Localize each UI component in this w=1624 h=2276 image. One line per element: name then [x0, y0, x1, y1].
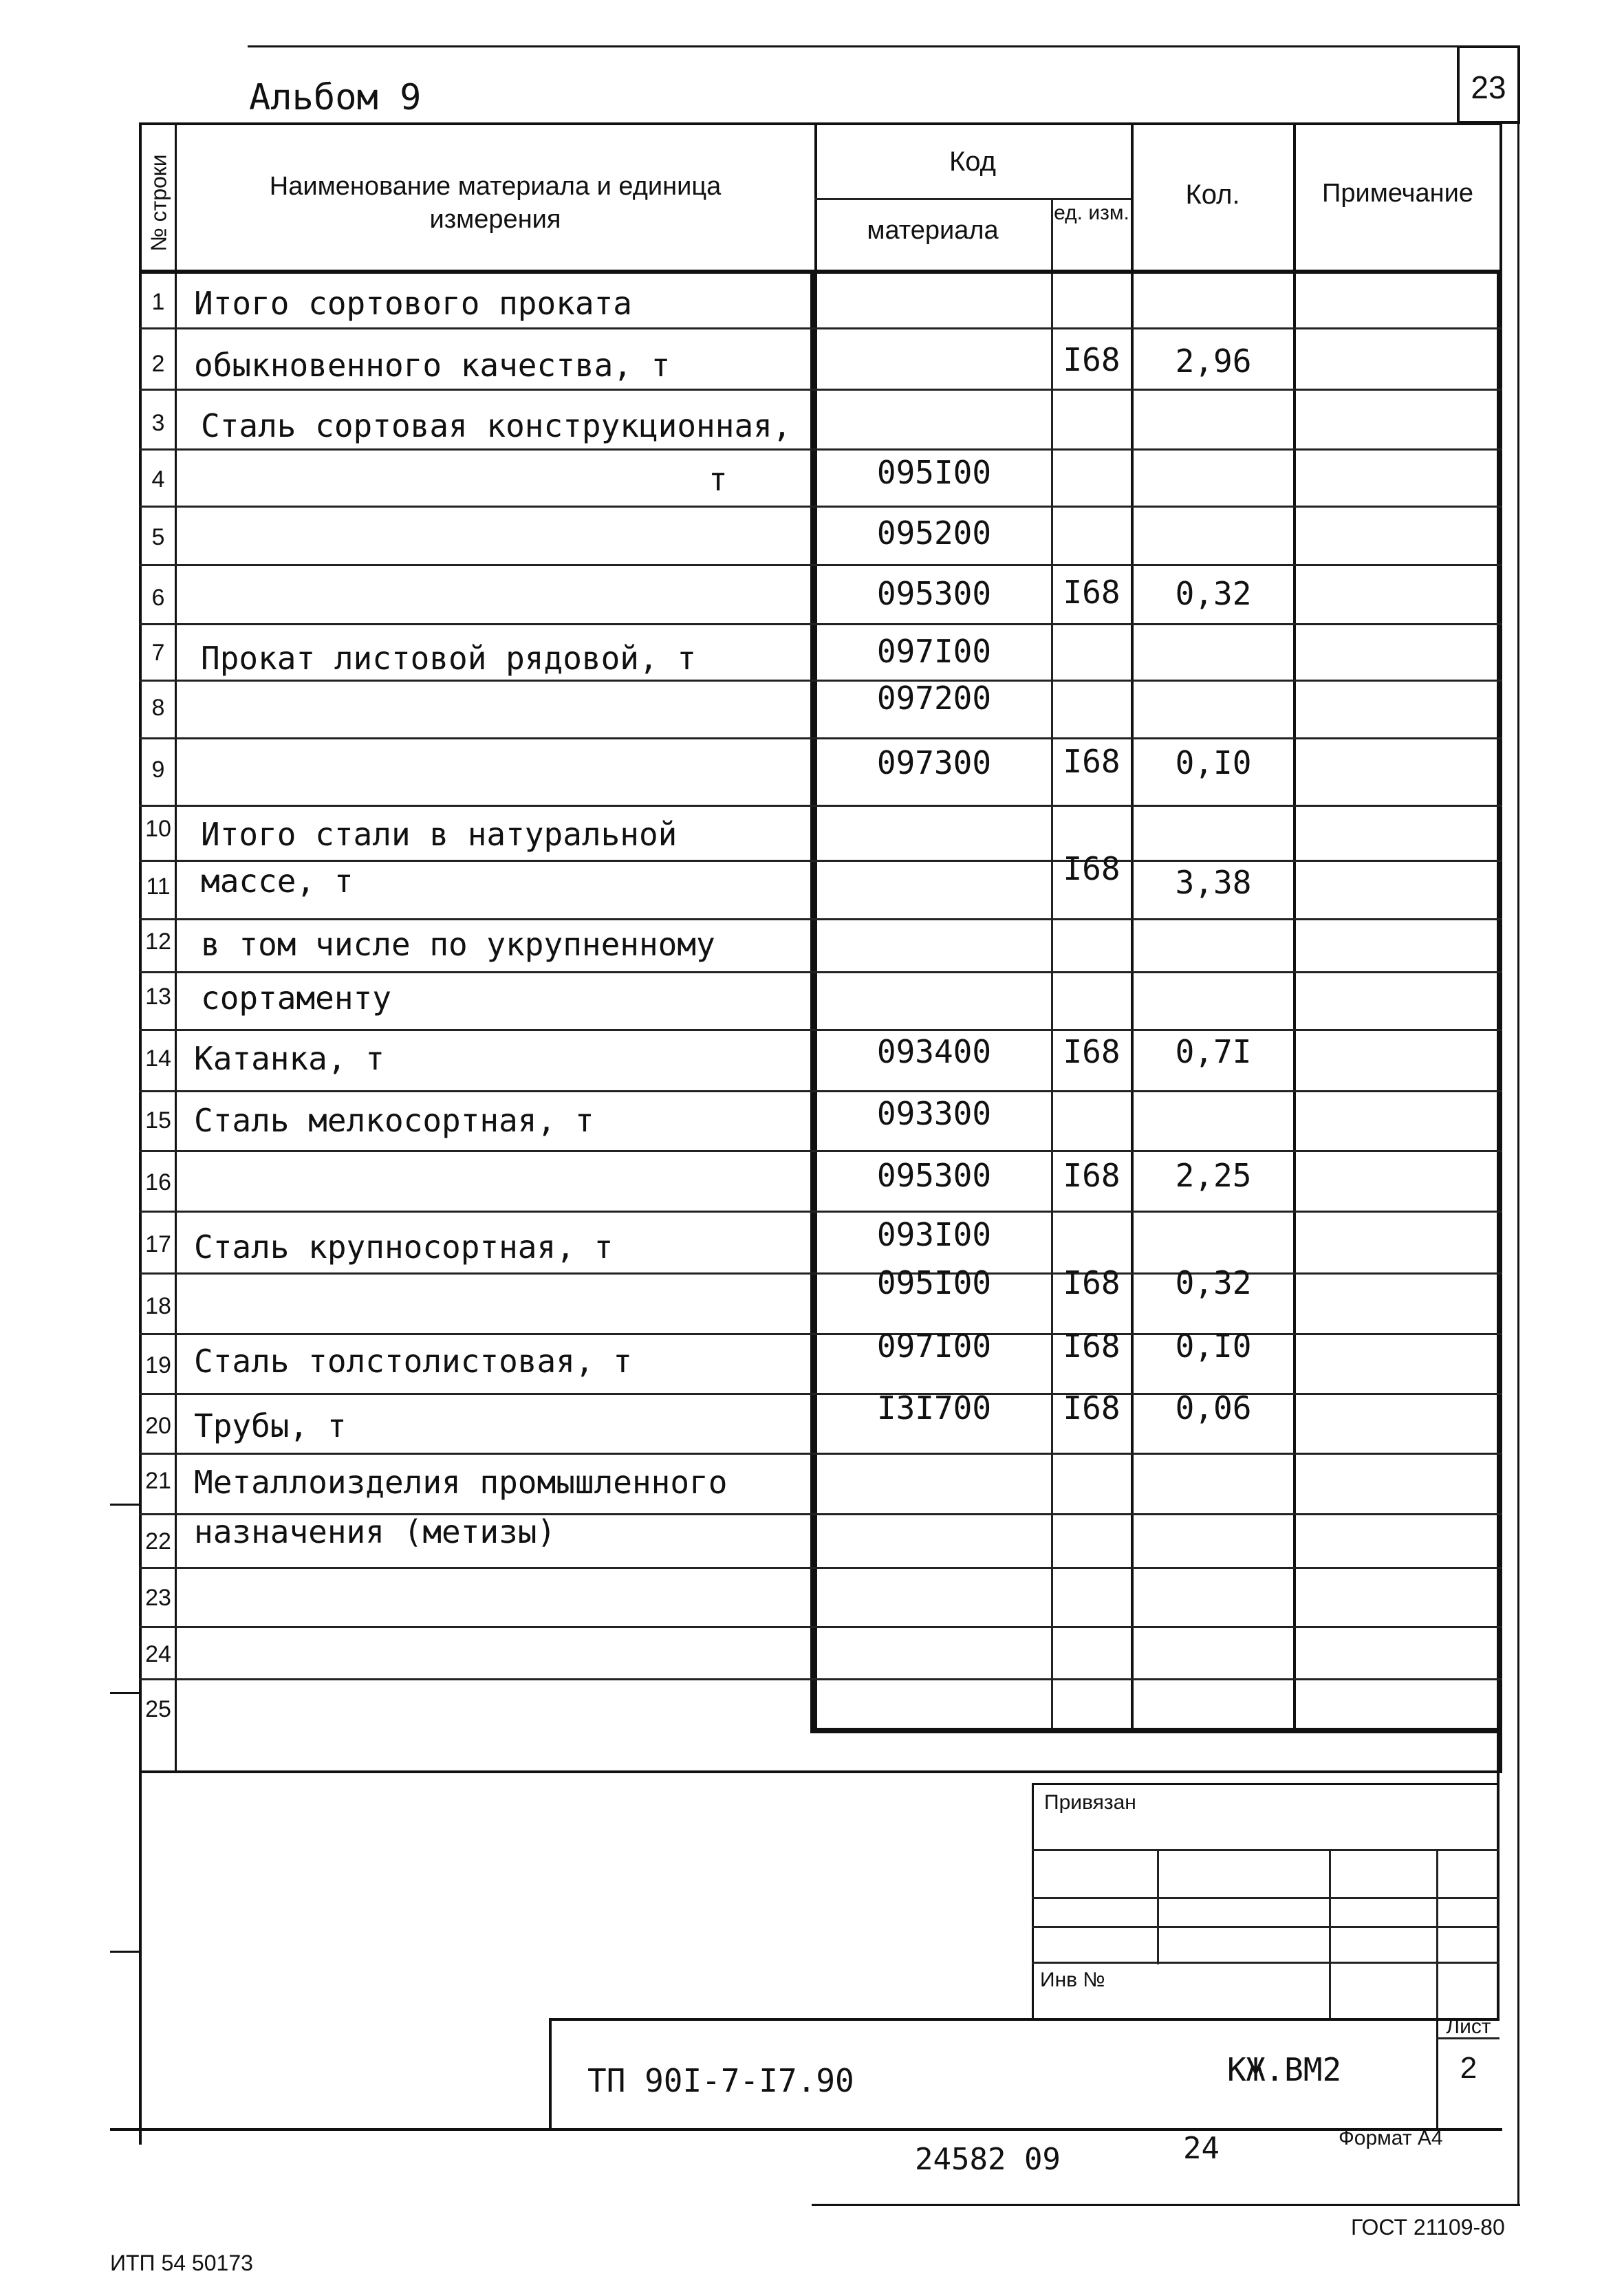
title-left-line — [549, 2018, 552, 2131]
rownum-header-label: № строки — [146, 154, 171, 252]
row-name: назначения (метизы) — [194, 1513, 556, 1550]
row-name: обыкновенного качества, т — [194, 347, 671, 384]
unit-header: ед. изм. — [1054, 202, 1129, 224]
rownum-header — [135, 131, 183, 275]
margin-tick — [110, 1951, 142, 1953]
row-number: 22 — [145, 1528, 171, 1554]
page-number: 24 — [1183, 2131, 1220, 2166]
inv-no-label: Инв № — [1040, 1969, 1105, 1991]
row-line — [139, 1567, 1502, 1569]
row-number: 25 — [145, 1696, 171, 1722]
row-name: Итого стали в натуральной — [201, 816, 678, 853]
row-line — [139, 860, 1502, 862]
row-unit: I68 — [1063, 574, 1120, 611]
code-header: Код — [949, 147, 996, 177]
unit-divider — [1051, 199, 1053, 1732]
row-line — [139, 971, 1502, 973]
row-line — [139, 1453, 1502, 1455]
row-number: 11 — [146, 874, 171, 900]
row-number: 2 — [151, 351, 165, 377]
row-number: 1 — [151, 289, 165, 315]
row-code: 095300 — [876, 575, 992, 612]
linked-label: Привязан — [1044, 1791, 1136, 1814]
row-name: Металлоизделия промышленного — [194, 1464, 728, 1501]
header-separator — [139, 270, 1502, 274]
row-number: 19 — [145, 1352, 171, 1378]
row-number: 15 — [145, 1107, 171, 1134]
row-name: Прокат листовой рядовой, т — [201, 640, 697, 677]
row-line — [139, 448, 1502, 451]
qty-header: Кол. — [1185, 180, 1240, 210]
row-qty: 0,7I — [1175, 1033, 1252, 1070]
linked-line — [1032, 1849, 1500, 1851]
row-line — [139, 327, 1502, 329]
row-unit: I68 — [1063, 743, 1120, 780]
row-unit: I68 — [1063, 1157, 1120, 1194]
row-unit: I68 — [1063, 850, 1120, 887]
row-code: 095200 — [876, 514, 992, 552]
archive-number: 24582 09 — [915, 2142, 1061, 2177]
row-unit: I68 — [1063, 1327, 1120, 1365]
row-name: Итого сортового проката — [194, 285, 632, 322]
row-number: 6 — [151, 585, 165, 611]
row-line — [139, 1678, 1502, 1680]
left-code: ИТП 54 50173 — [110, 2251, 253, 2275]
row-number: 23 — [145, 1585, 171, 1611]
row-code: 093300 — [876, 1095, 992, 1132]
row-line — [139, 506, 1502, 508]
row-number: 4 — [151, 466, 165, 492]
row-qty: 0,06 — [1175, 1389, 1252, 1427]
row-name: Сталь крупносортная, т — [194, 1228, 614, 1266]
row-line — [139, 737, 1502, 739]
row-number: 16 — [145, 1169, 171, 1195]
row-name: Трубы, т — [194, 1407, 347, 1444]
row-code: 097300 — [876, 744, 992, 781]
doc-code: ТП 90I-7-I7.90 — [587, 2062, 854, 2099]
row-name: Сталь сортовая конструкционная, — [201, 407, 792, 444]
row-number: 12 — [145, 929, 171, 955]
linked-col — [1436, 1849, 1438, 2021]
linked-line — [1032, 1962, 1500, 1964]
row-line — [139, 1211, 1502, 1213]
row-qty: 0,32 — [1175, 575, 1252, 612]
row-code: 097I00 — [876, 1327, 992, 1365]
linked-col — [1157, 1849, 1159, 1964]
row-code: 095300 — [876, 1157, 992, 1194]
row-number: 3 — [151, 410, 165, 436]
linked-col — [1329, 1849, 1331, 2021]
sheet-number: 2 — [1460, 2051, 1477, 2085]
table-bottom-bold — [810, 1728, 1502, 1733]
row-number: 14 — [145, 1045, 171, 1072]
footer-line — [812, 2204, 1520, 2206]
row-name: в том числе по укрупненному — [201, 926, 715, 963]
row-code: I3I700 — [876, 1389, 992, 1427]
row-unit: I68 — [1063, 1389, 1120, 1427]
row-qty: 2,25 — [1175, 1157, 1252, 1194]
row-number: 8 — [151, 695, 165, 721]
row-number: 13 — [145, 984, 171, 1010]
corner-page-number: 23 — [1471, 69, 1506, 105]
row-number: 10 — [145, 816, 171, 842]
row-code: 097200 — [876, 680, 992, 717]
row-name: Сталь мелкосортная, т — [194, 1102, 594, 1139]
row-qty: 0,I0 — [1175, 744, 1252, 781]
row-number: 18 — [145, 1293, 171, 1319]
title-top-line — [549, 2018, 1500, 2021]
row-code: 095I00 — [876, 454, 992, 491]
row-number: 5 — [151, 524, 165, 550]
album-title: Альбом 9 — [249, 77, 422, 118]
doc-mark: КЖ.ВМ2 — [1227, 2051, 1342, 2088]
row-number: 21 — [145, 1468, 171, 1494]
row-name: Катанка, т — [194, 1040, 385, 1077]
row-line — [139, 918, 1502, 920]
left-frame-lower — [139, 1773, 142, 2145]
row-code: 097I00 — [876, 633, 992, 670]
gost-label: ГОСТ 21109-80 — [1351, 2215, 1505, 2240]
row-line — [139, 564, 1502, 566]
code-subheader-line — [814, 198, 1131, 200]
note-header: Примечание — [1322, 179, 1473, 208]
row-line — [139, 1090, 1502, 1092]
format-label: Формат А4 — [1339, 2127, 1443, 2149]
linked-line — [1032, 1926, 1500, 1928]
row-line — [139, 1150, 1502, 1152]
row-unit: I68 — [1063, 1264, 1120, 1301]
row-code: 093I00 — [876, 1216, 992, 1253]
row-code: 095I00 — [876, 1264, 992, 1301]
row-qty: 0,I0 — [1175, 1327, 1252, 1365]
row-line — [139, 389, 1502, 391]
row-unit: I68 — [1063, 341, 1120, 378]
row-line — [139, 1029, 1502, 1031]
linked-line — [1032, 1897, 1500, 1899]
row-unit: I68 — [1063, 1033, 1120, 1070]
sheet-label: Лист — [1446, 2015, 1491, 2038]
right-border — [1517, 121, 1519, 2205]
row-name: Сталь толстолистовая, т — [194, 1343, 632, 1380]
row-code: 093400 — [876, 1033, 992, 1070]
title-bottom-line — [110, 2128, 1502, 2131]
row-number: 24 — [145, 1641, 171, 1667]
name-header: Наименование материала и единица измерения — [269, 172, 722, 234]
material-header: материала — [867, 216, 999, 245]
row-line — [139, 623, 1502, 625]
row-qty: 0,32 — [1175, 1264, 1252, 1301]
row-number: 17 — [145, 1231, 171, 1257]
margin-tick — [110, 1692, 142, 1694]
row-name: сортаменту — [201, 979, 391, 1017]
row-line — [139, 1626, 1502, 1628]
margin-tick — [110, 1504, 142, 1506]
row-number: 9 — [151, 757, 165, 783]
row-qty: 2,96 — [1175, 343, 1252, 380]
row-qty: 3,38 — [1175, 864, 1252, 901]
row-number: 7 — [151, 640, 165, 666]
row-number: 20 — [145, 1413, 171, 1439]
row-name: массе, т — [201, 863, 354, 900]
row-name: т — [708, 461, 728, 498]
row-line — [139, 805, 1502, 807]
top-border — [248, 45, 1460, 47]
